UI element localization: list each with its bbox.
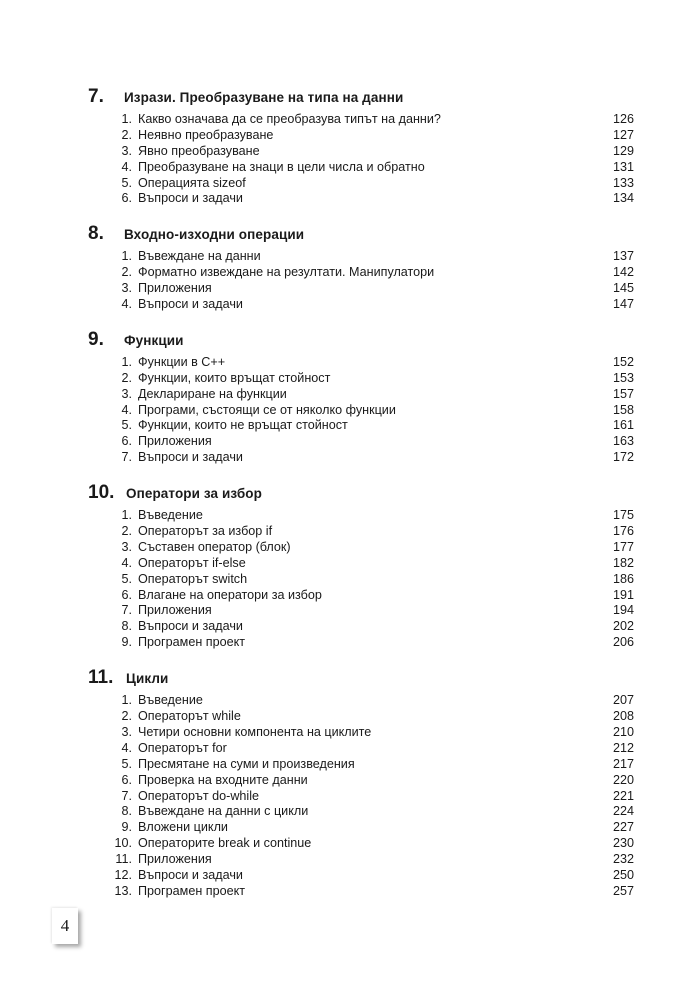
entry-page-number: 176: [612, 524, 634, 539]
toc-entry: [88, 297, 634, 313]
entry-page-number: 127: [612, 127, 634, 142]
chapter-section: [88, 482, 634, 651]
entry-number: 6.: [121, 191, 132, 206]
entry-page-number: 172: [612, 450, 634, 465]
entry-page-number: 206: [612, 635, 634, 650]
entry-title: Какво означава да се преобразува типът на данни?: [138, 112, 441, 126]
entry-page-number: 157: [612, 386, 634, 401]
toc-entry: [88, 128, 634, 144]
entry-page-number: 221: [612, 788, 634, 803]
entry-page-number: 182: [612, 555, 634, 570]
toc-entry: [88, 508, 634, 524]
entry-page-number: 158: [612, 402, 634, 417]
toc-entry: [88, 884, 634, 900]
entry-title: Неявно преобразуване: [138, 127, 274, 142]
chapter-heading: [88, 667, 634, 693]
entry-number: 3.: [121, 143, 132, 158]
entry-page-number: 131: [612, 159, 634, 174]
entry-page-number: 194: [612, 603, 634, 618]
chapter-section: [88, 329, 634, 466]
entry-page-number: 129: [612, 143, 634, 158]
entry-title: Функции, които връщат стойност: [138, 370, 331, 385]
entry-title: Съставен оператор (блок): [138, 539, 291, 554]
entry-number: 5.: [121, 418, 132, 433]
entry-number: 5.: [121, 756, 132, 771]
entry-number: 8.: [121, 804, 132, 819]
entry-number: 9.: [121, 635, 132, 650]
entry-number: 6.: [121, 772, 132, 787]
entry-title: Операторът for: [138, 740, 227, 755]
entry-page-number: 153: [612, 370, 634, 385]
entry-number: 2.: [121, 265, 132, 280]
entry-number: 1.: [121, 693, 132, 708]
toc-entry: [88, 524, 634, 540]
entry-title: Операторът do-while: [138, 788, 260, 803]
entry-title: Операторите break и continue: [138, 836, 312, 851]
toc-entry: [88, 741, 634, 757]
toc-entry: [88, 693, 634, 709]
entry-title: Деклариране на функции: [138, 386, 287, 401]
entry-number: 9.: [121, 820, 132, 835]
toc-entry: [88, 281, 634, 297]
entry-page-number: 224: [612, 804, 634, 819]
entry-page-number: 210: [612, 724, 634, 739]
entry-number: 4.: [121, 740, 132, 755]
entry-number: 2.: [121, 370, 132, 385]
entry-title: Въведение: [138, 693, 203, 708]
entry-title: Операторът if-else: [138, 555, 246, 570]
chapter-number: 10.: [88, 482, 115, 504]
entry-number: 3.: [121, 539, 132, 554]
entry-page-number: 147: [612, 297, 634, 312]
toc-entry: [88, 540, 634, 556]
entry-number: 1.: [121, 508, 132, 523]
entry-title: Приложения: [138, 434, 212, 449]
entry-title: Операторът за избор if: [138, 524, 273, 539]
toc-entry: [88, 434, 634, 450]
toc-entry: [88, 789, 634, 805]
entry-title: Приложения: [138, 603, 212, 618]
toc-entry: [88, 355, 634, 371]
chapter-heading: [88, 86, 634, 112]
entry-number: 7.: [121, 603, 132, 618]
entry-page-number: 142: [612, 265, 634, 280]
toc-entry: [88, 371, 634, 387]
toc-entry: [88, 556, 634, 572]
entry-page-number: 133: [612, 175, 634, 190]
chapter-heading: [88, 482, 634, 508]
chapter-section: [88, 667, 634, 900]
entry-number: 3.: [121, 281, 132, 296]
entry-title: Въпроси и задачи: [138, 619, 243, 634]
entry-page-number: 186: [612, 571, 634, 586]
entry-page-number: 217: [612, 756, 634, 771]
entry-number: 11.: [115, 852, 132, 867]
toc-entry: [88, 191, 634, 207]
entry-page-number: 137: [612, 249, 634, 264]
entry-title: Въпроси и задачи: [138, 867, 243, 882]
entry-title: Операторът switch: [138, 571, 248, 586]
entry-page-number: 161: [612, 418, 634, 433]
chapter-number: 8.: [88, 223, 104, 245]
entry-number: 6.: [121, 587, 132, 602]
chapter-heading: [88, 223, 634, 249]
entry-title: Явно преобразуване: [138, 143, 260, 158]
chapter-section: [88, 223, 634, 313]
entry-title: Програмен проект: [138, 635, 246, 650]
table-of-contents: [88, 86, 634, 916]
entry-number: 3.: [121, 724, 132, 739]
entry-number: 4.: [121, 555, 132, 570]
page-number: 4: [52, 908, 78, 944]
toc-entry: [88, 160, 634, 176]
toc-entry: [88, 725, 634, 741]
entry-page-number: 191: [612, 587, 634, 602]
entry-page-number: 177: [612, 539, 634, 554]
entry-number: 8.: [121, 619, 132, 634]
entry-number: 1.: [121, 249, 132, 264]
toc-entry: [88, 176, 634, 192]
chapter-title: Функции: [124, 332, 184, 348]
entry-page-number: 134: [612, 191, 634, 206]
entry-page-number: 152: [612, 354, 634, 369]
toc-entry: [88, 868, 634, 884]
toc-entry: [88, 836, 634, 852]
entry-number: 2.: [121, 709, 132, 724]
entry-title: Въпроси и задачи: [138, 450, 243, 465]
entry-page-number: 126: [612, 112, 634, 126]
entry-page-number: 212: [612, 740, 634, 755]
chapter-title: Изрази. Преобразуване на типа на данни: [124, 90, 404, 105]
toc-entry: [88, 804, 634, 820]
entry-title: Приложения: [138, 281, 212, 296]
toc-entry: [88, 773, 634, 789]
toc-entry: [88, 619, 634, 635]
entry-page-number: 208: [612, 709, 634, 724]
entry-number: 7.: [121, 450, 132, 465]
entry-title: Пресмятане на суми и произведения: [138, 756, 355, 771]
entry-title: Въпроси и задачи: [138, 297, 243, 312]
entry-number: 3.: [121, 386, 132, 401]
entry-number: 10.: [114, 836, 132, 851]
chapter-section: [88, 86, 634, 207]
entry-title: Програмен проект: [138, 883, 246, 898]
entry-title: Форматно извеждане на резултати. Манипулатори: [138, 265, 435, 280]
chapter-title: Оператори за избор: [126, 486, 262, 502]
entry-page-number: 220: [612, 772, 634, 787]
entry-title: Преобразуване на знаци в цели числа и обратно: [138, 159, 425, 174]
entry-title: Влагане на оператори за избор: [138, 587, 322, 602]
entry-title: Приложения: [138, 852, 212, 867]
entry-title: Въпроси и задачи: [138, 191, 243, 206]
entry-number: 1.: [121, 354, 132, 369]
entry-page-number: 230: [612, 836, 634, 851]
entry-number: 6.: [121, 434, 132, 449]
entry-page-number: 250: [612, 867, 634, 882]
toc-entry: [88, 820, 634, 836]
toc-entry: [88, 249, 634, 265]
entry-page-number: 227: [612, 820, 634, 835]
toc-entry: [88, 635, 634, 651]
entry-number: 2.: [121, 524, 132, 539]
entry-title: Вложени цикли: [138, 820, 228, 835]
entry-page-number: 175: [612, 508, 634, 523]
entry-number: 4.: [121, 297, 132, 312]
chapter-number: 9.: [88, 328, 104, 350]
entry-title: Функции, които не връщат стойност: [138, 418, 348, 433]
chapter-title: Цикли: [126, 671, 169, 687]
entry-title: Проверка на входните данни: [138, 772, 308, 787]
toc-entry: [88, 757, 634, 773]
toc-entry: [88, 403, 634, 419]
toc-entry: [88, 852, 634, 868]
toc-entry: [88, 588, 634, 604]
toc-entry: [88, 112, 634, 128]
entry-title: Четири основни компонента на циклите: [138, 724, 372, 739]
entry-number: 4.: [121, 402, 132, 417]
toc-entry: [88, 144, 634, 160]
entry-title: Функции в C++: [138, 354, 226, 369]
entry-number: 4.: [121, 159, 132, 174]
entry-page-number: 163: [612, 434, 634, 449]
chapter-number: 11.: [88, 667, 114, 689]
toc-entry: [88, 603, 634, 619]
entry-page-number: 202: [612, 619, 634, 634]
entry-number: 5.: [121, 571, 132, 586]
entry-title: Въвеждане на данни: [138, 249, 261, 264]
entry-number: 12.: [114, 867, 132, 882]
entry-number: 2.: [121, 127, 132, 142]
entry-number: 5.: [121, 175, 132, 190]
chapter-number: 7.: [88, 86, 104, 107]
entry-title: Операцията sizeof: [138, 175, 246, 190]
entry-title: Операторът while: [138, 709, 241, 724]
toc-entry: [88, 265, 634, 281]
entry-number: 7.: [121, 788, 132, 803]
toc-entry: [88, 387, 634, 403]
entry-number: 13.: [114, 883, 132, 898]
entry-title: Въвеждане на данни с цикли: [138, 804, 309, 819]
toc-entry: [88, 450, 634, 466]
toc-entry: [88, 709, 634, 725]
entry-title: Програми, състоящи се от няколко функции: [138, 402, 396, 417]
entry-page-number: 145: [612, 281, 634, 296]
entry-page-number: 207: [612, 693, 634, 708]
chapter-title: Входно-изходни операции: [124, 227, 305, 243]
entry-page-number: 257: [612, 883, 634, 898]
toc-entry: [88, 572, 634, 588]
chapter-heading: [88, 329, 634, 355]
entry-title: Въведение: [138, 508, 203, 523]
entry-page-number: 232: [612, 852, 634, 867]
entry-number: 1.: [121, 112, 132, 126]
toc-entry: [88, 418, 634, 434]
